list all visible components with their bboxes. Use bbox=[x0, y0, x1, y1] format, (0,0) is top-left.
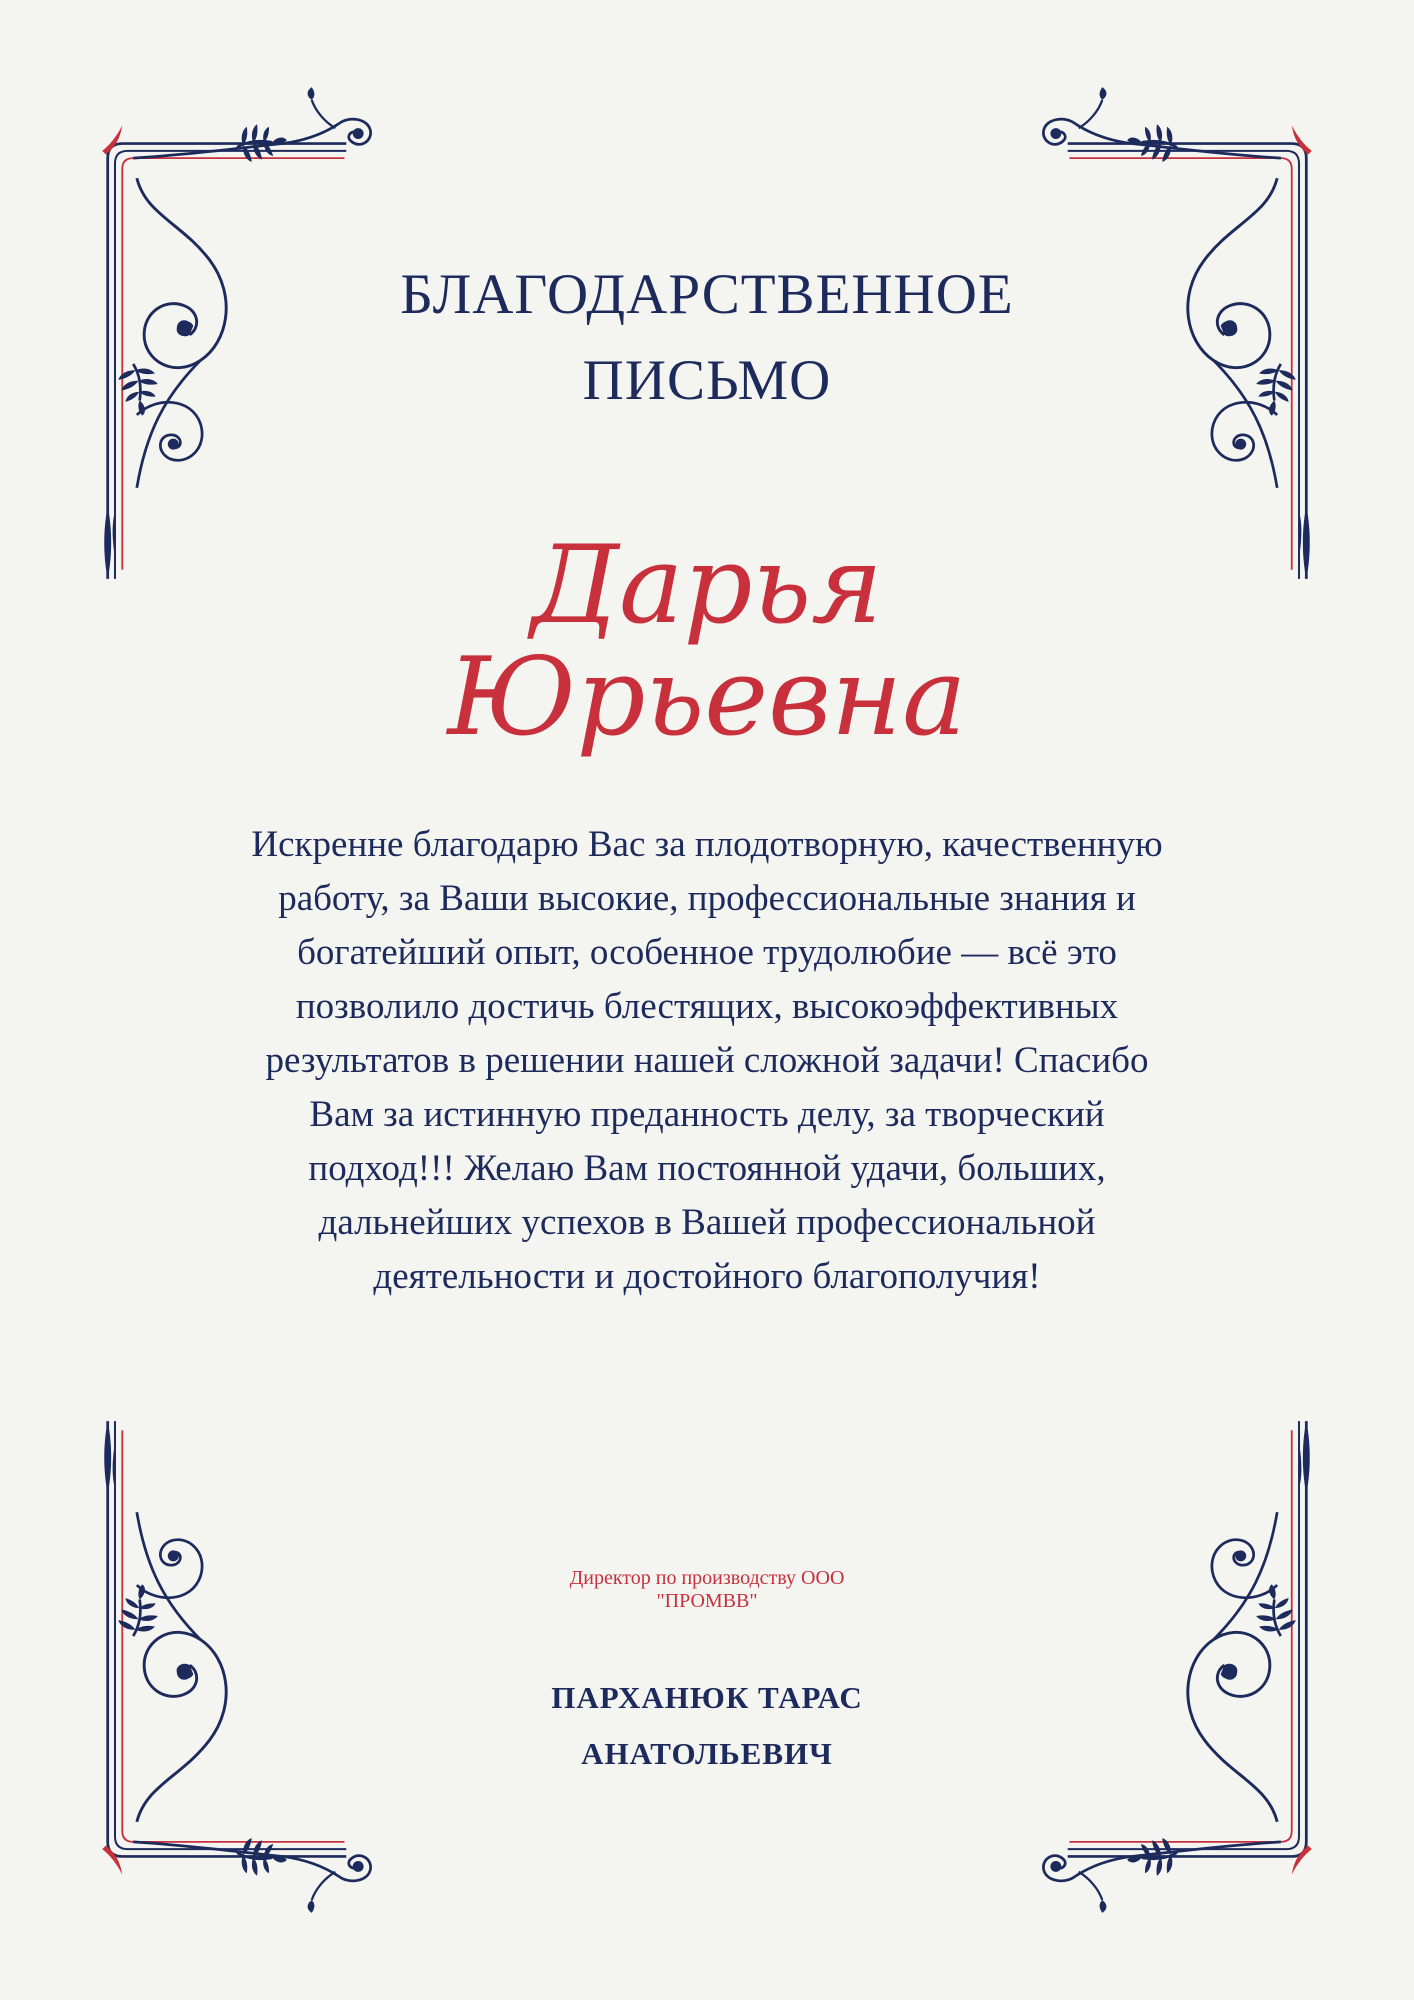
signer-name bbox=[457, 1670, 957, 1782]
recipient-name bbox=[250, 523, 1164, 760]
ornamental-corner-bottom-left bbox=[78, 1412, 478, 1922]
signer-name-line-2: АНАТОЛЬЕВИЧ bbox=[581, 1736, 833, 1771]
letter-body: Искренне благодарю Вас за плодотворную, качественную работу, за Ваши высокие, профессиональные знания и богатейший опыт, особенное трудолюбие — всё это позволило достичь блестящих, высокоэффективных результатов в решении нашей сложной задачи! Спасибо Вам за истинную преданность делу, за творческий подход!!! Желаю Вам постоянной удачи, больших, дальнейших успехов в Вашей профессиональной деятельности и достойного благополучия! bbox=[251, 824, 1163, 1297]
ornamental-corner-bottom-right bbox=[936, 1412, 1336, 1922]
signer-position: Директор по производству ООО "ПРОМВВ" bbox=[569, 1567, 845, 1612]
letter-title-line-1: БЛАГОДАРСТВЕННОЕ bbox=[400, 263, 1014, 326]
recipient-name-line-1: Дарья bbox=[531, 523, 883, 648]
recipient-name-line-2: Юрьевна bbox=[447, 635, 967, 760]
letter-title bbox=[250, 252, 1164, 424]
letter-title-line-2: ПИСЬМО bbox=[582, 349, 832, 412]
signer-name-line-1: ПАРХАНЮК ТАРАС bbox=[551, 1680, 863, 1715]
